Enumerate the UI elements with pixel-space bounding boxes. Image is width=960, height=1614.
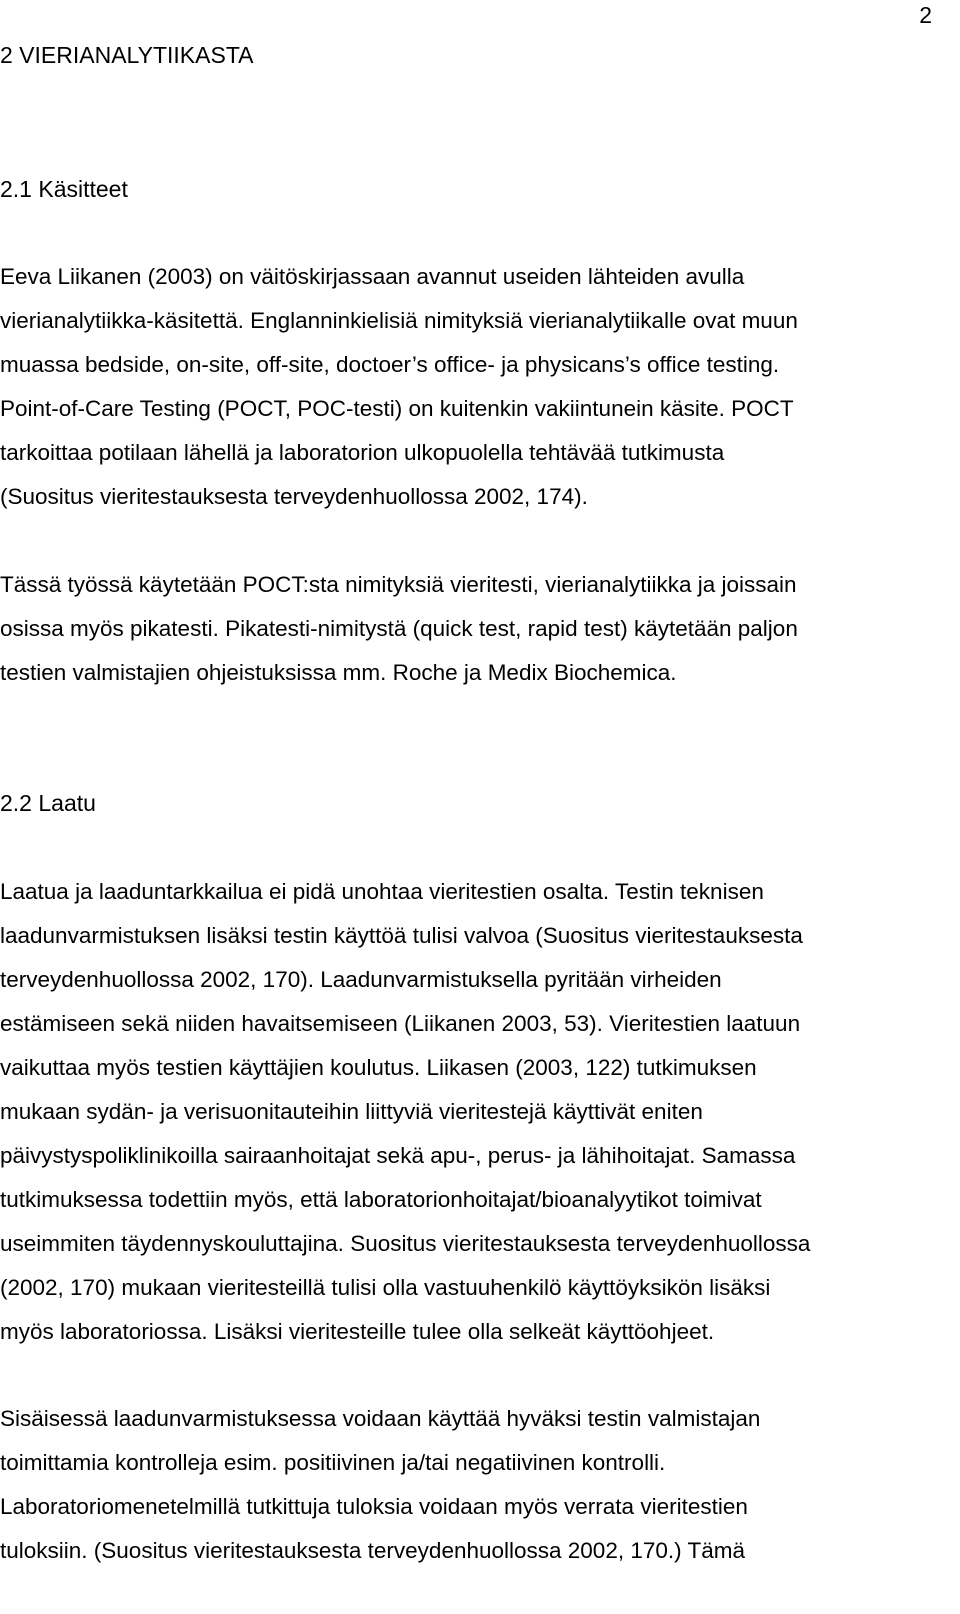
text-line: (Suositus vieritestauksesta terveydenhuollossa 2002, 174). — [0, 484, 588, 509]
text-line: Point-of-Care Testing (POCT, POC-testi) on kuitenkin vakiintunein käsite. POCT — [0, 396, 794, 421]
text-line: tarkoittaa potilaan lähellä ja laboratorion ulkopuolella tehtävää tutkimusta — [0, 440, 725, 465]
subsection-heading-kasitteet: 2.1 Käsitteet — [0, 176, 128, 202]
text-line: Laatua ja laaduntarkkailua ei pidä unohtaa vieritestien osalta. Testin teknisen — [0, 879, 764, 904]
text-line: terveydenhuollossa 2002, 170). Laadunvarmistuksella pyritään virheiden — [0, 967, 722, 992]
text-line: osissa myös pikatesti. Pikatesti-nimitystä (quick test, rapid test) käytetään paljon — [0, 616, 798, 641]
text-line: muassa bedside, on-site, off-site, doctoer’s office- ja physicans’s office testing. — [0, 352, 780, 377]
text-line: Sisäisessä laadunvarmistuksessa voidaan käyttää hyväksi testin valmistajan — [0, 1406, 761, 1431]
text-line: Tässä työssä käytetään POCT:sta nimityksiä vieritesti, vierianalytiikka ja joissain — [0, 572, 797, 597]
text-line: estämiseen sekä niiden havaitsemiseen (Liikanen 2003, 53). Vieritestien laatuun — [0, 1011, 801, 1036]
text-line: tuloksiin. (Suositus vieritestauksesta terveydenhuollossa 2002, 170.) Tämä — [0, 1538, 745, 1563]
text-line: toimittamia kontrolleja esim. positiivinen ja/tai negatiivinen kontrolli. — [0, 1450, 666, 1475]
section-heading: 2 VIERIANALYTIIKASTA — [0, 42, 254, 68]
page-number: 2 — [919, 2, 932, 28]
text-line: testien valmistajien ohjeistuksissa mm. Roche ja Medix Biochemica. — [0, 660, 677, 685]
text-line: useimmiten täydennyskouluttajina. Suositus vieritestauksesta terveydenhuollossa — [0, 1231, 811, 1256]
text-line: (2002, 170) mukaan vieritesteillä tulisi olla vastuuhenkilö käyttöyksikön lisäksi — [0, 1275, 771, 1300]
text-line: vierianalytiikka-käsitettä. Englanninkielisiä nimityksiä vierianalytiikalle ovat muun — [0, 308, 798, 333]
text-line: päivystyspoliklinikoilla sairaanhoitajat sekä apu-, perus- ja lähihoitajat. Samassa — [0, 1143, 796, 1168]
text-line: tutkimuksessa todettiin myös, että laboratorionhoitajat/bioanalyytikot toimivat — [0, 1187, 762, 1212]
text-line: mukaan sydän- ja verisuonitauteihin liittyviä vieritestejä käyttivät eniten — [0, 1099, 703, 1124]
text-line: Laboratoriomenetelmillä tutkittuja tuloksia voidaan myös verrata vieritestien — [0, 1494, 748, 1519]
text-line: vaikuttaa myös testien käyttäjien koulutus. Liikasen (2003, 122) tutkimuksen — [0, 1055, 757, 1080]
text-line: laadunvarmistuksen lisäksi testin käyttöä tulisi valvoa (Suositus vieritestauksesta — [0, 923, 803, 948]
subsection-heading-laatu: 2.2 Laatu — [0, 790, 96, 816]
text-line: Eeva Liikanen (2003) on väitöskirjassaan avannut useiden lähteiden avulla — [0, 264, 745, 289]
text-line: myös laboratoriossa. Lisäksi vieritesteille tulee olla selkeät käyttöohjeet. — [0, 1319, 715, 1344]
